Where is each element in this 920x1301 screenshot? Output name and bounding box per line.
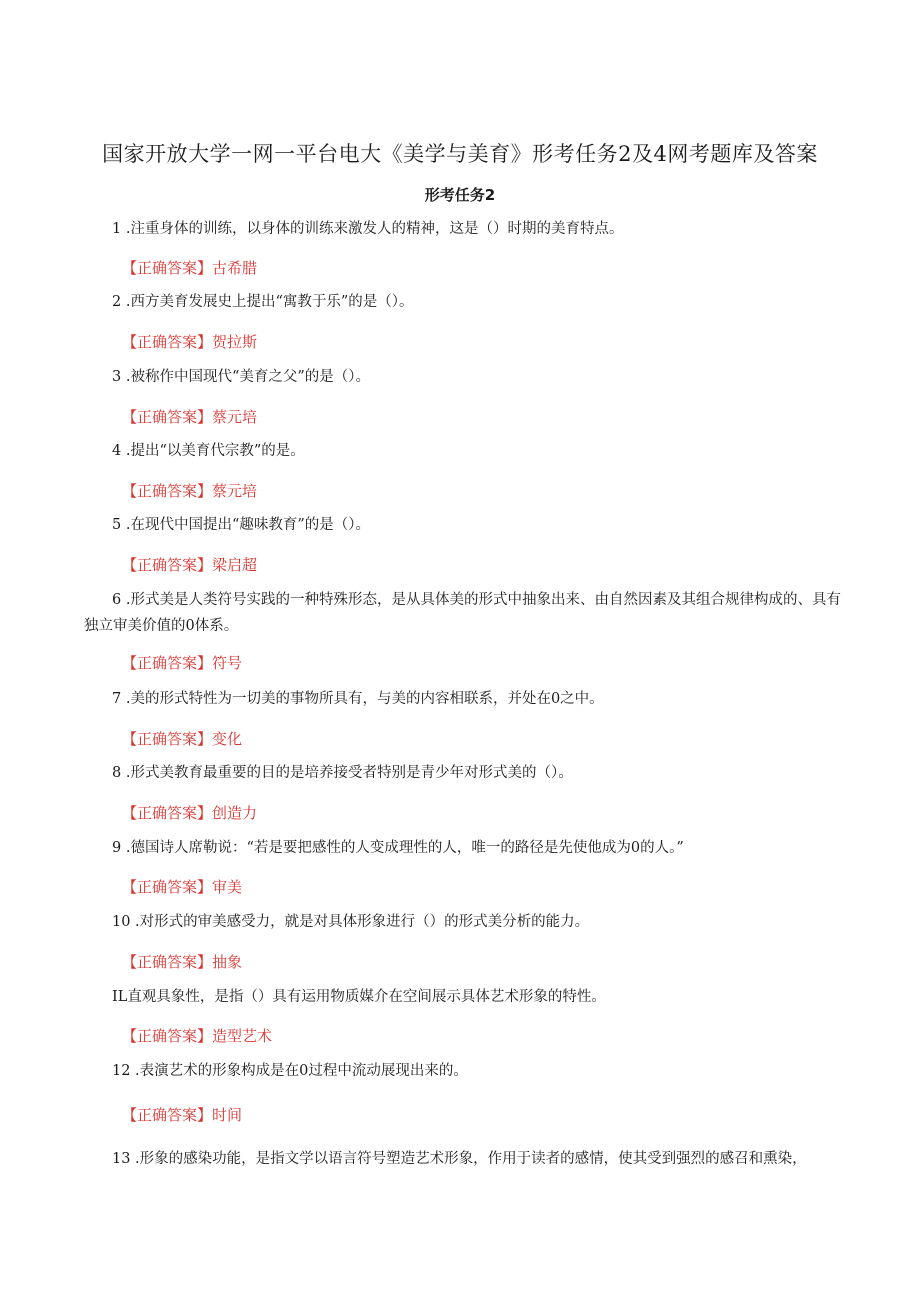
question-1: 1 .注重身体的训练，以身体的训练来激发人的精神，这是（）时期的美育特点。 [112, 221, 624, 237]
answer-5: 【正确答案】梁启超 [122, 556, 258, 574]
question-2: 2 .西方美育发展史上提出“寓教于乐”的是（）。 [112, 294, 414, 310]
question-6: 6 .形式美是人类符号实践的一种特殊形态，是从具体美的形式中抽象出来、由自然因素及其组合规律构成的、具有独立审美价值的0体系。 [84, 592, 841, 634]
answer-10: 【正确答案】抽象 [122, 953, 243, 971]
question-3: 3 .被称作中国现代“美育之父”的是（）。 [112, 369, 371, 385]
answer-7: 【正确答案】变化 [122, 730, 243, 748]
question-5: 5 .在现代中国提出“趣味教育”的是（）。 [112, 517, 371, 533]
answer-12: 【正确答案】时间 [122, 1106, 243, 1124]
question-13: 13 .形象的感染功能，是指文学以语言符号塑造艺术形象，作用于读者的感情，使其受到强烈的感召和熏染， [112, 1151, 807, 1167]
answer-6: 【正确答案】符号 [122, 654, 243, 672]
answer-1: 【正确答案】古希腊 [122, 259, 258, 277]
question-7: 7 .美的形式特性为一切美的事物所具有，与美的内容相联系，并处在0之中。 [112, 691, 604, 707]
section-heading: 形考任务2 [424, 186, 496, 204]
answer-3: 【正确答案】蔡元培 [122, 408, 258, 426]
answer-11: 【正确答案】造型艺术 [122, 1027, 273, 1045]
answer-4: 【正确答案】蔡元培 [122, 482, 258, 500]
question-9: 9 .德国诗人席勒说：“若是要把感性的人变成理性的人，唯一的路径是先使他成为0的人。” [112, 840, 684, 856]
question-12: 12 .表演艺术的形象构成是在0过程中流动展现出来的。 [112, 1063, 468, 1079]
answer-8: 【正确答案】创造力 [122, 804, 258, 822]
question-10: 10 .对形式的审美感受力，就是对具体形象进行（）的形式美分析的能力。 [112, 914, 590, 930]
answer-9: 【正确答案】审美 [122, 878, 243, 896]
answer-2: 【正确答案】贺拉斯 [122, 333, 258, 351]
question-4: 4 .提出“以美育代宗教”的是。 [112, 443, 305, 459]
question-8: 8 .形式美教育最重要的目的是培养接受者特别是青少年对形式美的（）。 [112, 765, 573, 781]
question-11: IL直观具象性，是指（）具有运用物质媒介在空间展示具体艺术形象的特性。 [112, 989, 606, 1005]
document-title: 国家开放大学一网一平台电大《美学与美育》形考任务2及4网考题库及答案 [102, 142, 818, 166]
